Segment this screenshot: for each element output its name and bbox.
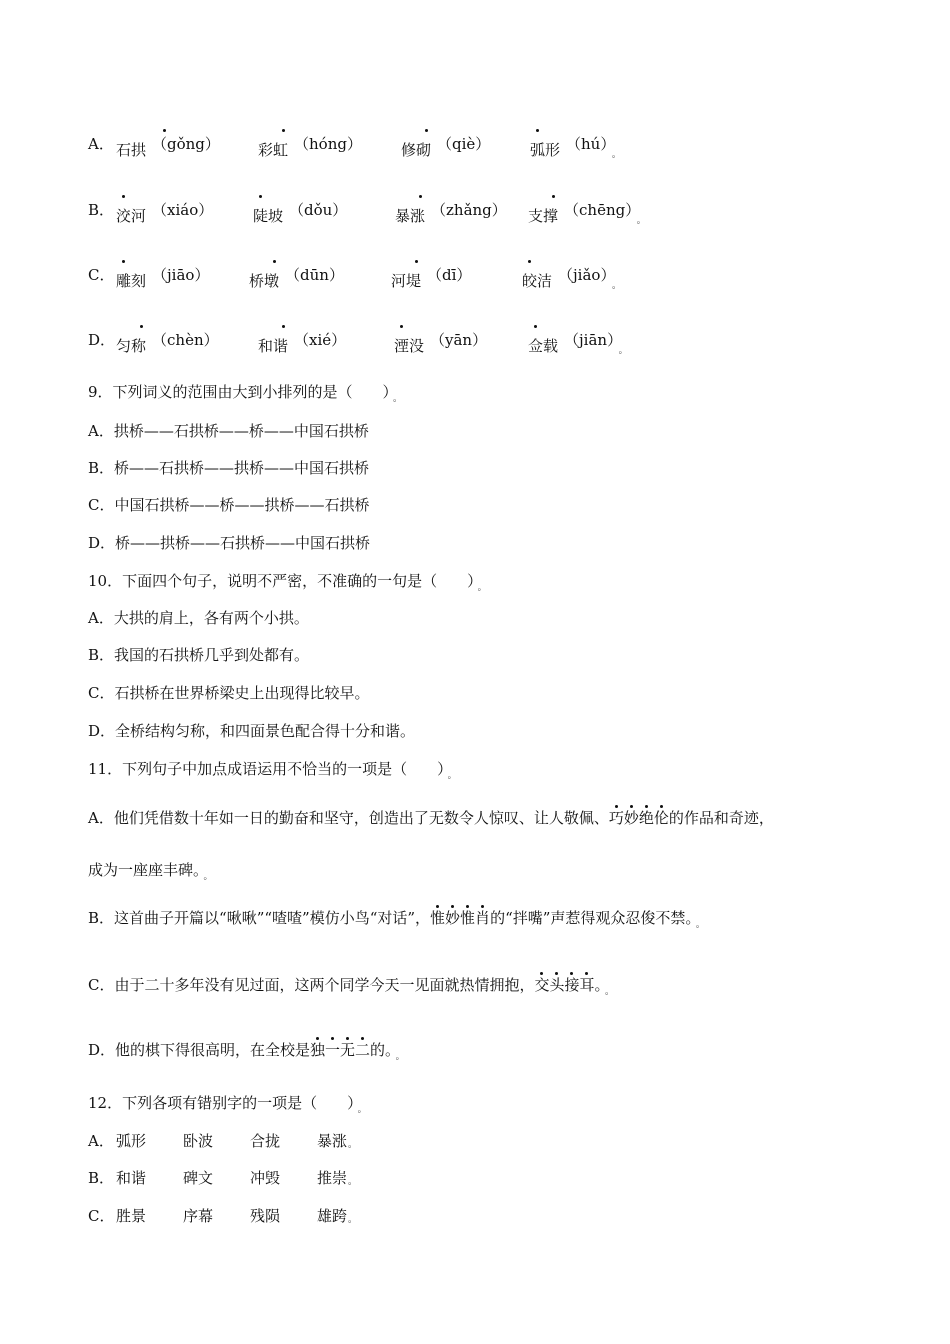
- q8-b-item-1: [116, 199, 214, 225]
- emphasis-dot: [660, 805, 663, 808]
- q9-option-b: B．桥——石拱桥——拱桥——中国石拱桥: [88, 459, 370, 477]
- word: 冲毁: [250, 1169, 281, 1187]
- q12-option-b: B． 和谐 碑文 冲毁 推崇 。: [88, 1169, 358, 1187]
- emphasis-dot: [552, 195, 555, 198]
- pinyin: （dūn）: [285, 266, 344, 284]
- emphasis-dot: [282, 129, 285, 132]
- word: 洨河: [116, 207, 147, 225]
- q9-option-c: C．中国石拱桥——桥——拱桥——石拱桥: [88, 496, 370, 514]
- q12-option-c: C． 胜景 序幕 残陨 雄跨 。: [88, 1207, 358, 1225]
- emphasis-dot: [346, 1037, 349, 1040]
- emphasis-dot: [555, 972, 558, 975]
- word: 和谐: [116, 1169, 147, 1187]
- pinyin: （dǒu）: [289, 201, 348, 219]
- q9-stem: 9．下列词义的范围由大到小排列的是（ ） $_。$: [88, 383, 403, 404]
- option-text: 的作品和奇迹，: [668, 809, 774, 827]
- word: 合拢: [250, 1132, 281, 1150]
- pinyin: （jiān）: [564, 331, 615, 349]
- word: 序幕: [183, 1207, 214, 1225]
- pinyin: （yān）: [430, 331, 488, 349]
- emphasis-dot: [415, 260, 418, 263]
- emphasis-dot: [536, 129, 539, 132]
- idiom-text: 惟妙惟肖: [430, 909, 491, 927]
- option-letter: A．: [88, 1132, 114, 1150]
- option-text: 的“拌嘴”声惹得观众忍俊不禁。: [490, 909, 693, 927]
- word: 匀称: [116, 337, 147, 355]
- pinyin: （qiè）: [437, 135, 491, 153]
- q12-option-a: A． 弧形 卧波 合拢 暴涨 。: [88, 1132, 358, 1150]
- option-letter: B．: [88, 201, 115, 219]
- word: 残陨: [250, 1207, 281, 1225]
- q8-d-item-4: 佥载 $(jiān)_。$: [528, 329, 628, 350]
- idiom-text: 独一无二: [310, 1041, 371, 1059]
- word: 桥墩: [249, 272, 280, 290]
- q11-option-c: C．由于二十多年没有见过面，这两个同学今天一见面就热情拥抱，交头接耳 。 $_。$: [88, 975, 614, 998]
- q11-option-b: B．这首曲子开篇以“啾啾”“喳喳”模仿小鸟“对话”，惟妙惟肖 的“拌嘴”声惹得观众忍俊不禁。 $_。$: [88, 908, 705, 931]
- q9-option-a: A．拱桥——石拱桥——桥——中国石拱桥: [88, 422, 369, 440]
- pinyin: （chēng）: [564, 201, 633, 219]
- emphasis-dot: [163, 129, 166, 132]
- word: 陡坡: [253, 207, 284, 225]
- word: 弧形: [530, 141, 561, 159]
- q8-a-item-4: 弧形 $(hú)_。$: [530, 133, 621, 154]
- emphasis-dot: [451, 905, 454, 908]
- option-text: A．他们凭借数十年如一日的勤奋和坚守，创造出了无数令人惊叹、让人敬佩、: [88, 809, 609, 827]
- word: 和谐: [258, 337, 289, 355]
- emphasis-dot: [630, 805, 633, 808]
- q8-d-item-1: [116, 329, 219, 355]
- q11-option-a-cont: 成为一座座丰碑。 $_。$: [88, 861, 213, 882]
- pinyin: （gǒng）: [152, 135, 220, 153]
- dotted-idiom: [534, 975, 594, 995]
- word: 雕刻: [116, 272, 147, 290]
- q9-option-d: D．桥——拱桥——石拱桥——中国石拱桥: [88, 534, 371, 552]
- emphasis-dot: [540, 972, 543, 975]
- word: 弧形: [116, 1132, 147, 1150]
- word: 湮没: [394, 337, 425, 355]
- word: 支撑: [528, 207, 559, 225]
- option-text: 的。: [370, 1041, 393, 1059]
- word: 彩虹: [258, 141, 289, 159]
- emphasis-dot: [436, 905, 439, 908]
- emphasis-dot: [259, 195, 262, 198]
- dotted-idiom: [609, 808, 669, 828]
- q9-stem-text: 9．下列词义的范围由大到小排列的是（ ）: [88, 383, 391, 401]
- q8-b-item-3: [395, 199, 507, 225]
- q8-a-item-2: [258, 133, 362, 159]
- emphasis-dot: [140, 325, 143, 328]
- word: 推崇: [317, 1169, 348, 1187]
- emphasis-dot: [361, 1037, 364, 1040]
- q8-a-item-1: [116, 133, 220, 159]
- q8-c-item-2: [249, 264, 344, 290]
- emphasis-dot: [331, 1037, 334, 1040]
- word: 石拱: [116, 141, 147, 159]
- pinyin: （dī）: [427, 266, 472, 284]
- q10-option-b: B．我国的石拱桥几乎到处都有。: [88, 646, 310, 664]
- q8-c-item-4: 皎洁 $(jiǎo)_。$: [522, 264, 621, 285]
- dotted-idiom: [430, 908, 490, 928]
- pinyin: （hóng）: [294, 135, 362, 153]
- emphasis-dot: [122, 195, 125, 198]
- emphasis-dot: [273, 260, 276, 263]
- word: 胜景: [116, 1207, 147, 1225]
- pinyin: （chèn）: [152, 331, 219, 349]
- option-text: D．他的棋下得很高明，在全校是: [88, 1041, 311, 1059]
- q8-d-item-3: [394, 329, 488, 355]
- option-letter: C．: [88, 266, 115, 284]
- q10-stem-text: 10．下面四个句子，说明不严密，不准确的一句是（ ）: [88, 572, 475, 590]
- word: 雄跨: [317, 1207, 348, 1225]
- q10-stem: 10．下面四个句子，说明不严密，不准确的一句是（ ） $_。$: [88, 572, 487, 593]
- q8-d-item-2: [258, 329, 347, 355]
- option-letter: C．: [88, 1207, 115, 1225]
- option-letter: B．: [88, 1169, 115, 1187]
- emphasis-dot: [645, 805, 648, 808]
- emphasis-dot: [122, 260, 125, 263]
- word: 佥载: [528, 337, 559, 355]
- idiom-text: 交头接耳: [534, 976, 595, 994]
- word: 碑文: [183, 1169, 214, 1187]
- q10-option-d: D．全桥结构匀称，和四面景色配合得十分和谐。: [88, 722, 416, 740]
- pinyin: （hú）: [566, 135, 608, 153]
- emphasis-dot: [534, 325, 537, 328]
- emphasis-dot: [615, 805, 618, 808]
- option-letter: D．: [88, 331, 116, 349]
- q8-a-item-3: [401, 133, 491, 159]
- word: 河堤: [391, 272, 422, 290]
- pinyin: （jiāo）: [152, 266, 210, 284]
- option-text: B．这首曲子开篇以“啾啾”“喳喳”模仿小鸟“对话”，: [88, 909, 431, 927]
- option-text: C．由于二十多年没有见过面，这两个同学今天一见面就热情拥抱，: [88, 976, 535, 994]
- option-text: 。: [594, 976, 603, 994]
- pinyin: （zhǎng）: [431, 201, 507, 219]
- q11-option-a: [88, 808, 774, 828]
- q8-c-item-3: [391, 264, 472, 290]
- emphasis-dot: [481, 905, 484, 908]
- emphasis-dot: [419, 195, 422, 198]
- emphasis-dot: [585, 972, 588, 975]
- q10-option-a: A．大拱的肩上，各有两个小拱。: [88, 609, 309, 627]
- q8-b-item-4: 支撑 $(chēng)_。$: [528, 199, 646, 220]
- word: 暴涨: [317, 1132, 348, 1150]
- option-letter: A．: [88, 135, 114, 153]
- q11-stem: 11．下列句子中加点成语运用不恰当的一项是（ ） $_。$: [88, 760, 457, 781]
- q8-b-item-2: [253, 199, 348, 225]
- idiom-text: 巧妙绝伦: [608, 809, 669, 827]
- word: 修砌: [401, 141, 432, 159]
- pinyin: （jiǎo）: [558, 266, 608, 284]
- pinyin: （xiáo）: [152, 201, 214, 219]
- emphasis-dot: [570, 972, 573, 975]
- emphasis-dot: [425, 129, 428, 132]
- q12-stem: 12．下列各项有错别字的一项是（ ） $_。$: [88, 1094, 367, 1115]
- q12-stem-text: 12．下列各项有错别字的一项是（ ）: [88, 1094, 355, 1112]
- emphasis-dot: [282, 325, 285, 328]
- q10-option-c: C．石拱桥在世界桥梁史上出现得比较早。: [88, 684, 370, 702]
- word: 暴涨: [395, 207, 426, 225]
- q11-option-d: D．他的棋下得很高明，在全校是独一无二 的。 $_。$: [88, 1040, 405, 1063]
- q11-stem-text: 11．下列句子中加点成语运用不恰当的一项是（ ）: [88, 760, 445, 778]
- pinyin: （xié）: [294, 331, 347, 349]
- option-text: 成为一座座丰碑。: [88, 861, 201, 879]
- emphasis-dot: [400, 325, 403, 328]
- emphasis-dot: [466, 905, 469, 908]
- word: 皎洁: [522, 272, 553, 290]
- word: 卧波: [183, 1132, 214, 1150]
- emphasis-dot: [528, 260, 531, 263]
- q8-c-item-1: [116, 264, 210, 290]
- dotted-idiom: [310, 1040, 370, 1060]
- emphasis-dot: [316, 1037, 319, 1040]
